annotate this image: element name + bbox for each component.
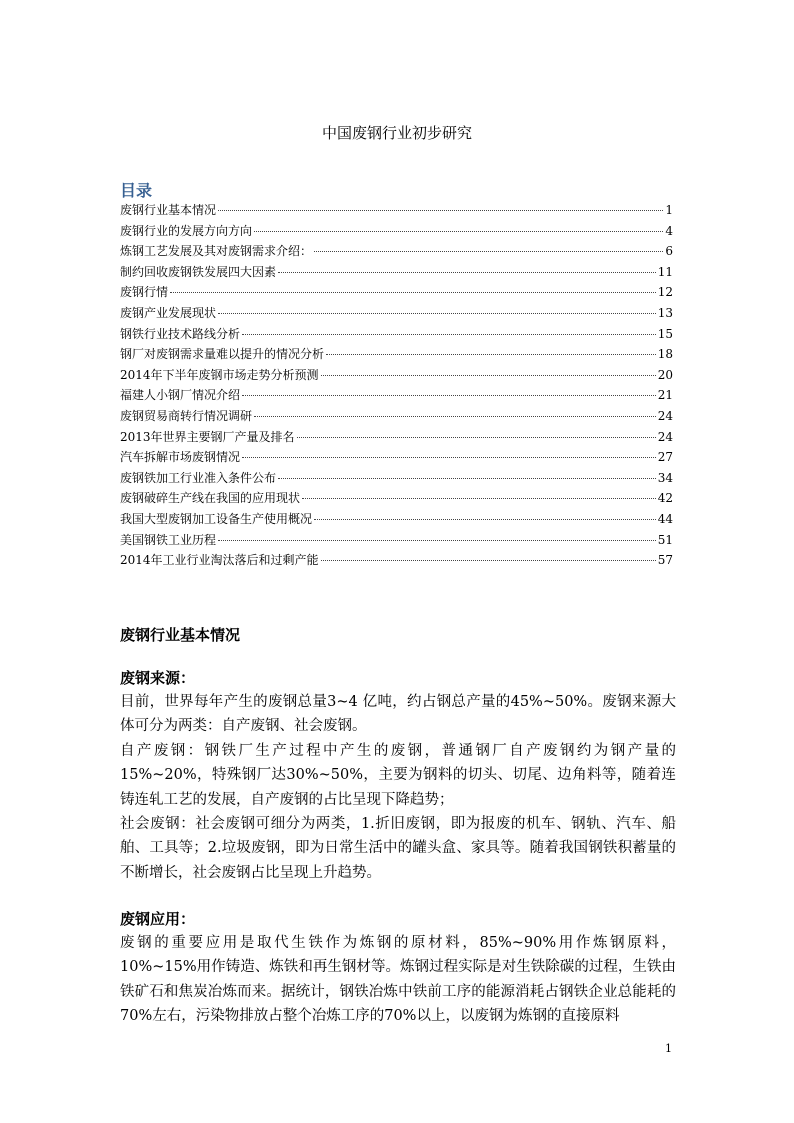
toc-entry-label: 钢铁行业技术路线分析 bbox=[120, 326, 241, 341]
paragraph: 自产废钢：钢铁厂生产过程中产生的废钢，普通钢厂自产废钢约为钢产量的15%~20%，特殊钢厂达30%~50%，主要为钢料的切头、切尾、边角料等，随着连铸连轧工艺的发展，自产废钢的占比呈现下降趋势； bbox=[120, 742, 676, 808]
toc-leader-dots bbox=[242, 395, 656, 396]
toc-entry-label: 废钢贸易商转行情况调研 bbox=[120, 408, 253, 423]
toc-entry-label: 废钢铁加工行业准入条件公布 bbox=[120, 470, 277, 485]
toc-entry-label: 废钢破碎生产线在我国的应用现状 bbox=[120, 491, 301, 506]
toc-leader-dots bbox=[218, 313, 656, 314]
table-of-contents bbox=[120, 200, 673, 571]
toc-leader-dots bbox=[242, 457, 656, 458]
toc-entry[interactable] bbox=[120, 241, 673, 262]
toc-entry-page: 51 bbox=[657, 532, 673, 547]
toc-entry[interactable] bbox=[120, 447, 673, 468]
toc-entry[interactable] bbox=[120, 550, 673, 571]
toc-entry-page: 18 bbox=[657, 347, 673, 362]
toc-entry[interactable] bbox=[120, 262, 673, 283]
toc-entry-label: 汽车拆解市场废钢情况 bbox=[120, 450, 241, 465]
toc-leader-dots bbox=[326, 354, 656, 355]
toc-heading: 目录 bbox=[120, 181, 153, 200]
toc-entry-label: 美国钢铁工业历程 bbox=[120, 532, 217, 547]
sources-body bbox=[120, 690, 676, 885]
toc-leader-dots bbox=[218, 210, 663, 211]
toc-entry-page: 4 bbox=[665, 223, 673, 238]
toc-entry-page: 12 bbox=[657, 285, 673, 300]
toc-leader-dots bbox=[321, 560, 656, 561]
applications-body bbox=[120, 931, 676, 1029]
toc-entry[interactable] bbox=[120, 488, 673, 509]
toc-leader-dots bbox=[314, 519, 656, 520]
toc-entry-label: 2013年世界主要钢厂产量及排名 bbox=[120, 429, 295, 444]
toc-entry-page: 34 bbox=[657, 470, 673, 485]
toc-entry-page: 42 bbox=[657, 491, 673, 506]
toc-leader-dots bbox=[302, 498, 656, 499]
toc-entry-label: 2014年工业行业淘汰落后和过剩产能 bbox=[120, 553, 319, 568]
toc-entry-page: 21 bbox=[657, 388, 673, 403]
toc-entry-page: 15 bbox=[657, 326, 673, 341]
toc-entry-label: 炼钢工艺发展及其对废钢需求介绍： bbox=[120, 244, 313, 259]
toc-entry[interactable] bbox=[120, 303, 673, 324]
toc-entry[interactable] bbox=[120, 282, 673, 303]
toc-entry[interactable] bbox=[120, 344, 673, 365]
section-heading: 废钢行业基本情况 bbox=[120, 626, 241, 644]
toc-entry-label: 我国大型废钢加工设备生产使用概况 bbox=[120, 511, 313, 526]
toc-entry-label: 钢厂对废钢需求量难以提升的情况分析 bbox=[120, 347, 325, 362]
toc-leader-dots bbox=[321, 375, 656, 376]
toc-entry[interactable] bbox=[120, 468, 673, 489]
toc-entry-page: 57 bbox=[657, 553, 673, 568]
toc-entry-page: 44 bbox=[657, 511, 673, 526]
toc-leader-dots bbox=[278, 272, 656, 273]
page-number: 1 bbox=[665, 1042, 672, 1055]
toc-entry[interactable] bbox=[120, 365, 673, 386]
toc-entry-page: 27 bbox=[657, 450, 673, 465]
toc-entry-page: 24 bbox=[657, 408, 673, 423]
toc-entry[interactable] bbox=[120, 221, 673, 242]
toc-leader-dots bbox=[170, 292, 656, 293]
toc-entry-label: 2014年下半年废钢市场走势分析预测 bbox=[120, 367, 319, 382]
toc-entry-label: 废钢行业的发展方向方向 bbox=[120, 223, 253, 238]
toc-leader-dots bbox=[297, 437, 656, 438]
toc-entry-page: 24 bbox=[657, 429, 673, 444]
toc-entry[interactable] bbox=[120, 324, 673, 345]
applications-heading: 废钢应用： bbox=[120, 910, 196, 928]
toc-leader-dots bbox=[254, 416, 656, 417]
paragraph: 废钢的重要应用是取代生铁作为炼钢的原材料，85%~90%用作炼钢原料，10%~15%用作铸造、炼铁和再生钢材等。炼钢过程实际是对生铁除碳的过程，生铁由铁矿石和焦炭冶炼而来。据统计，钢铁冶炼中铁前工序的能源消耗占钢铁企业总能耗的70%左右，污染物排放占整个冶炼工序的70%以上，以废钢为炼钢的直接原料 bbox=[120, 935, 676, 1025]
toc-leader-dots bbox=[242, 334, 656, 335]
toc-entry-page: 6 bbox=[665, 244, 673, 259]
toc-entry-label: 废钢行情 bbox=[120, 285, 169, 300]
toc-entry[interactable] bbox=[120, 427, 673, 448]
toc-entry[interactable] bbox=[120, 385, 673, 406]
toc-leader-dots bbox=[254, 231, 663, 232]
document-title: 中国废钢行业初步研究 bbox=[321, 124, 472, 142]
sources-heading: 废钢来源： bbox=[120, 669, 196, 687]
toc-entry-page: 20 bbox=[657, 367, 673, 382]
toc-entry[interactable] bbox=[120, 406, 673, 427]
toc-entry-label: 制约回收废钢铁发展四大因素 bbox=[120, 264, 277, 279]
toc-leader-dots bbox=[278, 478, 656, 479]
paragraph: 社会废钢：社会废钢可细分为两类，1.折旧废钢，即为报废的机车、钢轨、汽车、船舶、工具等；2.垃圾废钢，即为日常生活中的罐头盒、家具等。随着我国钢铁积蓄量的不断增长，社会废钢占比呈现上升趋势。 bbox=[120, 816, 676, 881]
toc-entry-page: 1 bbox=[665, 203, 673, 217]
paragraph: 目前，世界每年产生的废钢总量3~4 亿吨，约占钢总产量的45%~50%。废钢来源大体可分为两类：自产废钢、社会废钢。 bbox=[120, 694, 676, 735]
toc-entry[interactable] bbox=[120, 509, 673, 530]
toc-entry-label: 废钢行业基本情况 bbox=[120, 203, 217, 217]
toc-leader-dots bbox=[314, 251, 663, 252]
toc-entry-page: 13 bbox=[657, 305, 673, 320]
toc-entry[interactable] bbox=[120, 530, 673, 551]
toc-leader-dots bbox=[218, 540, 656, 541]
toc-entry-page: 11 bbox=[657, 264, 673, 279]
toc-entry-label: 福建人小钢厂情况介绍 bbox=[120, 388, 241, 403]
toc-entry[interactable] bbox=[120, 200, 673, 221]
toc-entry-label: 废钢产业发展现状 bbox=[120, 305, 217, 320]
